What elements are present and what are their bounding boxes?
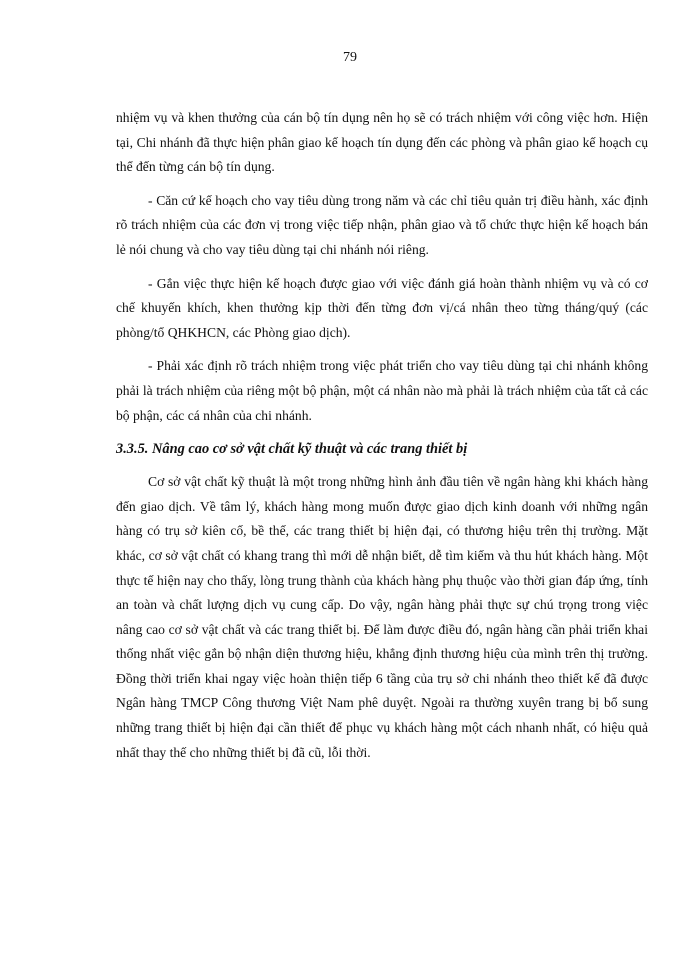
paragraph-2: - Căn cứ kế hoạch cho vay tiêu dùng trong năm và các chỉ tiêu quản trị điều hành, xác định rõ trách nhiệm của các đơn vị trong việc tiếp nhận, phân giao và tổ chức thực hiện kế hoạch bán lẻ nói chung và cho vay tiêu dùng tại chi nhánh nói riêng. — [116, 192, 648, 257]
paragraph-5: Cơ sở vật chất kỹ thuật là một trong những hình ảnh đầu tiên về ngân hàng khi khách hàng đến giao dịch. Về tâm lý, khách hàng mong muốn được giao dịch kinh doanh với những ngân hàng có trụ sở kiên cố, bề thế, các trang thiết bị hiện đại, có thương hiệu trên thị trường. Mặt khác, cơ sở vật chất có khang trang thì mới dễ nhận biết, dễ tìm kiếm và thu hút khách hàng. Một thực tế hiện nay cho thấy, lòng trung thành của khách hàng phụ thuộc vào thời gian đáp ứng, tính an toàn và chất lượng dịch vụ cung cấp. Do vậy, ngân hàng phải thực sự chú trọng trong việc nâng cao cơ sở vật chất và các trang thiết bị. Để làm được điều đó, ngân hàng cần phải triển khai thống nhất việc gắn bộ nhận diện thương hiệu, khẳng định thương hiệu của mình trên thị trường. Đồng thời triển khai ngay việc hoàn thiện tiếp 6 tầng của trụ sở chi nhánh theo thiết kế đã được Ngân hàng TMCP Công thương Việt Nam phê duyệt. Ngoài ra thường xuyên trang bị bổ sung những trang thiết bị hiện đại cần thiết để phục vụ khách hàng một cách nhanh nhất, có hiệu quả nhất thay thế cho những thiết bị đã cũ, lỗi thời. — [116, 474, 648, 760]
section-heading: 3.3.5. Nâng cao cơ sở vật chất kỹ thuật và các trang thiết bị — [116, 441, 468, 458]
page-number: 79 — [343, 50, 357, 65]
paragraph-4: - Phải xác định rõ trách nhiệm trong việc phát triển cho vay tiêu dùng tại chi nhánh không phải là trách nhiệm của riêng một bộ phận, một cá nhân nào mà phải là trách nhiệm của tất cả các bộ phận, các cá nhân của chi nhánh. — [116, 358, 648, 423]
paragraph-3: - Gắn việc thực hiện kế hoạch được giao với việc đánh giá hoàn thành nhiệm vụ và có cơ chế khuyến khích, khen thưởng kịp thời đến từng đơn vị/cá nhân theo từng tháng/quý (các phòng/tổ QHKHCN, các Phòng giao dịch). — [116, 275, 648, 340]
paragraph-1: nhiệm vụ và khen thưởng của cán bộ tín dụng nên họ sẽ có trách nhiệm với công việc hơn. Hiện tại, Chi nhánh đã thực hiện phân giao kế hoạch tín dụng đến các phòng và phân giao kế hoạch cụ thể đến từng cán bộ tín dụng. — [116, 110, 648, 175]
document-body — [116, 106, 648, 774]
